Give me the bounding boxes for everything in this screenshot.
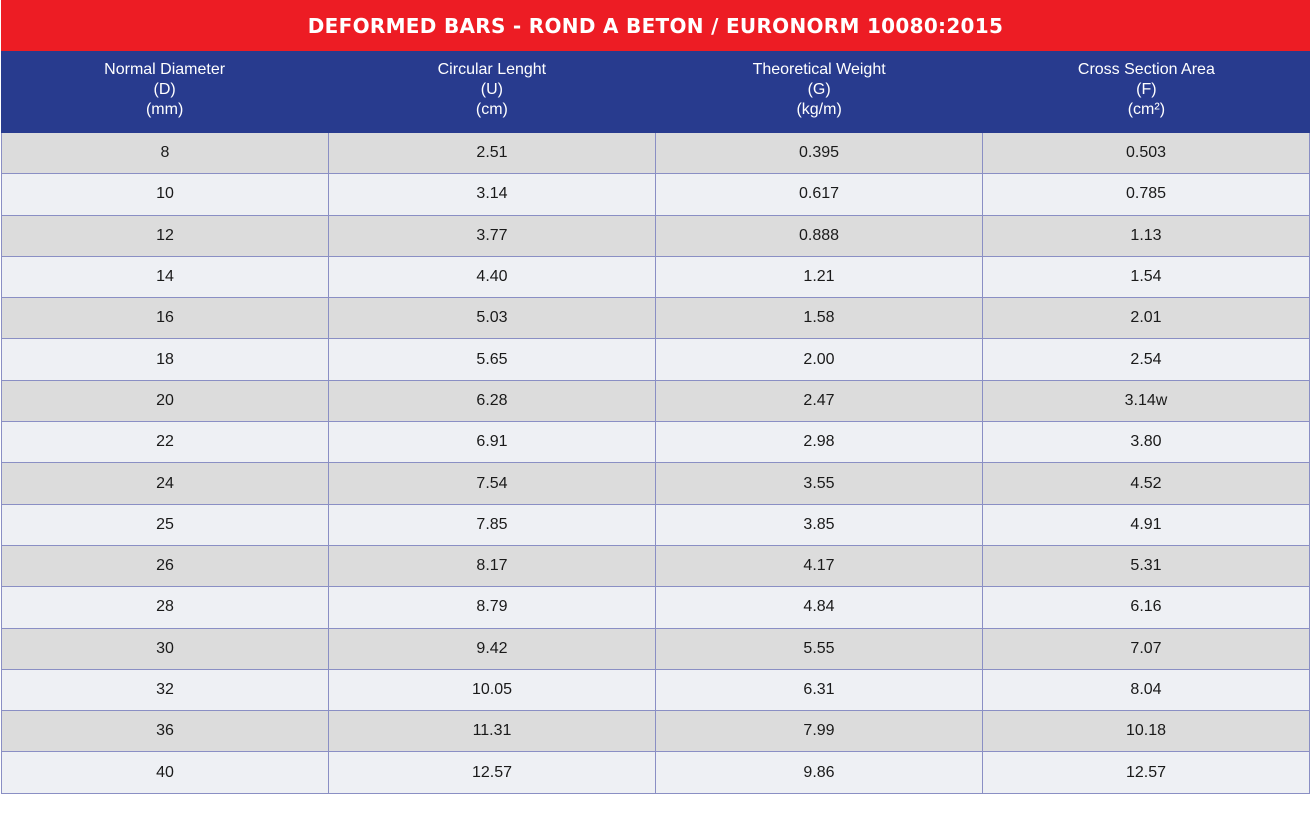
column-header-name: Cross Section Area — [1077, 61, 1215, 78]
table-row — [2, 133, 1310, 174]
column-header-weight — [656, 51, 983, 133]
cell-weight: 0.395 — [656, 133, 983, 173]
cell-cross-section: 7.07 — [983, 629, 1310, 669]
table-row — [2, 381, 1310, 422]
column-header-name: Circular Lenght — [437, 61, 547, 78]
cell-cross-section: 10.18 — [983, 711, 1310, 751]
cell-weight: 2.00 — [656, 339, 983, 379]
cell-cross-section: 5.31 — [983, 546, 1310, 586]
cell-diameter: 14 — [2, 257, 329, 297]
cell-cross-section: 0.785 — [983, 174, 1310, 214]
cell-circular-length: 5.03 — [329, 298, 656, 338]
cell-cross-section: 4.52 — [983, 463, 1310, 503]
column-header-symbol: (D) — [153, 81, 176, 98]
table-row — [2, 546, 1310, 587]
cell-diameter: 24 — [2, 463, 329, 503]
cell-cross-section: 1.13 — [983, 216, 1310, 256]
cell-diameter: 40 — [2, 752, 329, 792]
cell-diameter: 10 — [2, 174, 329, 214]
column-header-unit: (cm) — [475, 101, 508, 118]
cell-circular-length: 9.42 — [329, 629, 656, 669]
cell-weight: 2.47 — [656, 381, 983, 421]
table-row — [2, 629, 1310, 670]
table-header — [1, 51, 1310, 133]
cell-diameter: 22 — [2, 422, 329, 462]
cell-weight: 1.21 — [656, 257, 983, 297]
cell-diameter: 12 — [2, 216, 329, 256]
cell-circular-length: 4.40 — [329, 257, 656, 297]
cell-weight: 9.86 — [656, 752, 983, 792]
cell-diameter: 36 — [2, 711, 329, 751]
table-row — [2, 257, 1310, 298]
cell-cross-section: 2.54 — [983, 339, 1310, 379]
cell-circular-length: 3.14 — [329, 174, 656, 214]
column-header-symbol: (G) — [807, 81, 831, 98]
cell-cross-section: 3.80 — [983, 422, 1310, 462]
cell-circular-length: 6.91 — [329, 422, 656, 462]
column-header-name: Normal Diameter — [104, 61, 226, 78]
cell-cross-section: 8.04 — [983, 670, 1310, 710]
cell-weight: 3.55 — [656, 463, 983, 503]
cell-weight: 7.99 — [656, 711, 983, 751]
table-title: DEFORMED BARS - ROND A BETON / EURONORM 10080:2015 — [1, 0, 1310, 51]
cell-diameter: 25 — [2, 505, 329, 545]
cell-cross-section: 3.14w — [983, 381, 1310, 421]
table-row — [2, 752, 1310, 793]
table-row — [2, 670, 1310, 711]
cell-cross-section: 12.57 — [983, 752, 1310, 792]
cell-diameter: 16 — [2, 298, 329, 338]
cell-circular-length: 7.85 — [329, 505, 656, 545]
table-row — [2, 422, 1310, 463]
cell-weight: 0.888 — [656, 216, 983, 256]
cell-circular-length: 8.79 — [329, 587, 656, 627]
cell-diameter: 32 — [2, 670, 329, 710]
cell-circular-length: 12.57 — [329, 752, 656, 792]
cell-diameter: 20 — [2, 381, 329, 421]
column-header-symbol: (U) — [480, 81, 503, 98]
column-header-diameter — [1, 51, 328, 133]
column-header-cross-section — [983, 51, 1310, 133]
column-header-circular-length — [328, 51, 655, 133]
cell-cross-section: 6.16 — [983, 587, 1310, 627]
cell-circular-length: 10.05 — [329, 670, 656, 710]
column-header-symbol: (F) — [1136, 81, 1157, 98]
cell-circular-length: 7.54 — [329, 463, 656, 503]
cell-diameter: 26 — [2, 546, 329, 586]
cell-circular-length: 6.28 — [329, 381, 656, 421]
cell-circular-length: 8.17 — [329, 546, 656, 586]
table-row — [2, 505, 1310, 546]
cell-weight: 4.17 — [656, 546, 983, 586]
cell-cross-section: 0.503 — [983, 133, 1310, 173]
column-header-unit: (mm) — [145, 101, 184, 118]
cell-weight: 0.617 — [656, 174, 983, 214]
cell-cross-section: 4.91 — [983, 505, 1310, 545]
cell-weight: 3.85 — [656, 505, 983, 545]
cell-weight: 6.31 — [656, 670, 983, 710]
cell-cross-section: 2.01 — [983, 298, 1310, 338]
cell-weight: 4.84 — [656, 587, 983, 627]
cell-circular-length: 5.65 — [329, 339, 656, 379]
cell-weight: 2.98 — [656, 422, 983, 462]
table-row — [2, 587, 1310, 628]
cell-weight: 5.55 — [656, 629, 983, 669]
cell-cross-section: 1.54 — [983, 257, 1310, 297]
cell-diameter: 28 — [2, 587, 329, 627]
column-header-unit: (kg/m) — [796, 101, 842, 118]
cell-weight: 1.58 — [656, 298, 983, 338]
cell-diameter: 30 — [2, 629, 329, 669]
table-row — [2, 711, 1310, 752]
cell-circular-length: 3.77 — [329, 216, 656, 256]
cell-circular-length: 2.51 — [329, 133, 656, 173]
column-header-name: Theoretical Weight — [752, 61, 886, 78]
table-row — [2, 339, 1310, 380]
bars-table — [1, 0, 1310, 794]
table-body — [1, 133, 1310, 794]
table-row — [2, 298, 1310, 339]
cell-diameter: 18 — [2, 339, 329, 379]
table-row — [2, 216, 1310, 257]
column-header-unit: (cm²) — [1127, 101, 1166, 118]
table-row — [2, 463, 1310, 504]
table-row — [2, 174, 1310, 215]
cell-circular-length: 11.31 — [329, 711, 656, 751]
cell-diameter: 8 — [2, 133, 329, 173]
